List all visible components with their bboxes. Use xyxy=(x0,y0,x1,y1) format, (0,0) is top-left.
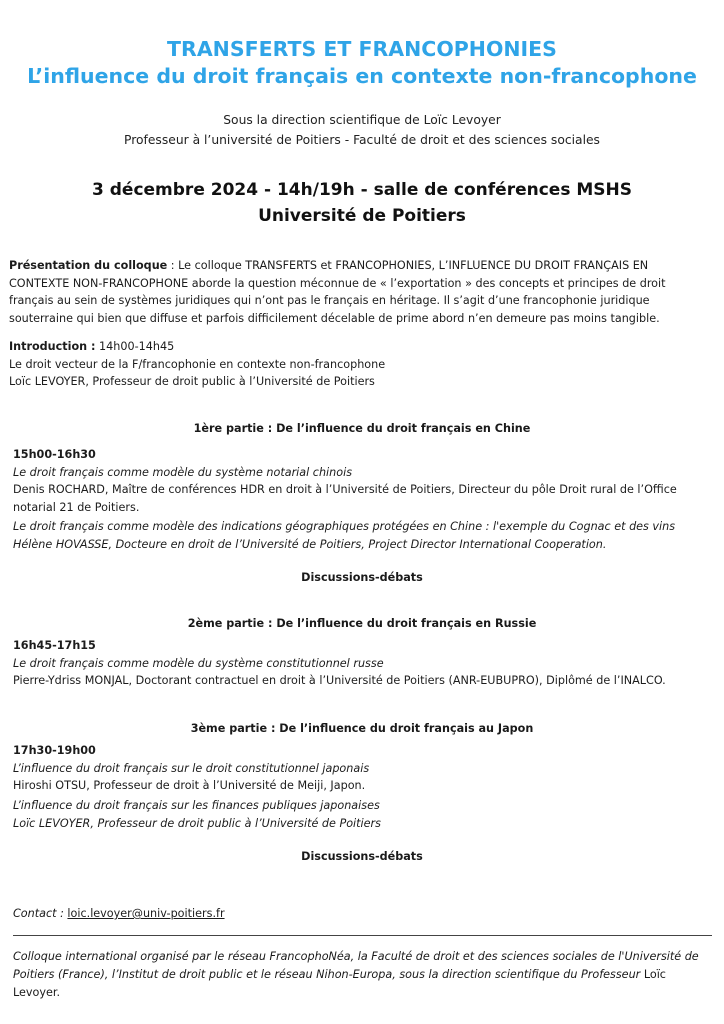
footer-note xyxy=(13,948,715,1002)
introduction-label: Introduction : xyxy=(9,340,96,353)
part3-discussion: Discussions-débats xyxy=(301,850,423,863)
part2-heading: 2ème partie : De l’influence du droit français en Russie xyxy=(187,617,537,630)
page-title: TRANSFERTS ET FRANCOPHONIES xyxy=(167,37,557,61)
part1-talk1-speaker: Denis ROCHARD, Maître de conférences HDR en droit à l’Université de Poitiers, Directeur du pôle Droit rural de l’Office notarial 21 de Poitiers. xyxy=(13,483,677,514)
presentation-text: : Le colloque TRANSFERTS et FRANCOPHONIES, L’INFLUENCE DU DROIT FRANÇAIS EN CONTEXTE NON-FRANCOPHONE aborde la question méconnue de « l’exportation » des concepts et principes de droit français au sein de systèmes juridiques qui n’ont pas le français en héritage. Il s’agit d’une francophonie juridique souterraine qui bien que diffuse et parfois difficilement décelable de prime abord n’en demeure pas moins tangible. xyxy=(9,259,666,325)
part2-talk1-title: Le droit français comme modèle du système constitutionnel russe xyxy=(13,656,384,670)
part1-session xyxy=(13,446,703,516)
footer-director-name: Loïc Levoyer. xyxy=(13,968,666,999)
footer-text: Colloque international organisé par le réseau FrancophoNéa, la Faculté de droit et des sciences sociales de l'Université de Poitiers (France), l’Institut de droit public et le réseau Nihon-Europa, sous la direction scientifique du Professeur xyxy=(13,950,699,981)
presentation-paragraph xyxy=(9,257,709,327)
presentation-label: Présentation du colloque xyxy=(9,259,168,272)
contact-line xyxy=(13,907,225,920)
part3-session xyxy=(13,742,703,795)
introduction-block xyxy=(9,338,709,391)
part3-time: 17h30-19h00 xyxy=(13,744,96,757)
part1-time: 15h00-16h30 xyxy=(13,448,96,461)
footer-divider xyxy=(13,935,712,936)
part3-heading: 3ème partie : De l’influence du droit français au Japon xyxy=(190,722,534,735)
part3-talk2-speaker: Loïc LEVOYER, Professeur de droit public à l’Université de Poitiers xyxy=(13,816,381,830)
affiliation-line: Professeur à l’université de Poitiers - Faculté de droit et des sciences sociales xyxy=(124,133,600,147)
introduction-time: 14h00-14h45 xyxy=(95,340,175,353)
part1-talk2-title: Le droit français comme modèle des indications géographiques protégées en Chine : l'exemple du Cognac et des vins xyxy=(13,520,676,533)
introduction-speaker: Loïc LEVOYER, Professeur de droit public à l’Université de Poitiers xyxy=(9,375,375,388)
part3-talk1-title: L’influence du droit français sur le droit constitutionnel japonais xyxy=(13,761,370,775)
part3-talk2 xyxy=(13,797,703,832)
part2-talk1-speaker: Pierre-Ydriss MONJAL, Doctorant contractuel en droit à l’Université de Poitiers (ANR-EUBUPRO), Diplômé de l’INALCO. xyxy=(13,674,666,687)
part3-talk1-speaker: Hiroshi OTSU, Professeur de droit à l’Université de Meiji, Japon. xyxy=(13,779,366,792)
contact-label: Contact : xyxy=(13,907,68,920)
part1-talk2 xyxy=(13,518,703,553)
part1-talk1-title: Le droit français comme modèle du système notarial chinois xyxy=(13,465,353,479)
introduction-talk-title: Le droit vecteur de la F/francophonie en contexte non-francophone xyxy=(9,357,386,371)
part2-session xyxy=(13,637,703,690)
part1-heading: 1ère partie : De l’influence du droit français en Chine xyxy=(193,422,531,435)
event-date: 3 décembre 2024 - 14h/19h - salle de conférences MSHS xyxy=(92,180,632,200)
event-venue: Université de Poitiers xyxy=(258,206,466,226)
part3-talk2-title: L’influence du droit français sur les finances publiques japonaises xyxy=(13,799,380,812)
contact-email-link[interactable]: loic.levoyer@univ-poitiers.fr xyxy=(67,907,225,920)
direction-line: Sous la direction scientifique de Loïc Levoyer xyxy=(223,113,501,127)
part2-time: 16h45-17h15 xyxy=(13,639,96,652)
part1-discussion: Discussions-débats xyxy=(301,571,423,584)
part1-talk2-speaker: Hélène HOVASSE, Docteure en droit de l’Université de Poitiers, Project Director International Cooperation. xyxy=(13,537,607,551)
page-subtitle: L’influence du droit français en contexte non-francophone xyxy=(27,64,697,88)
